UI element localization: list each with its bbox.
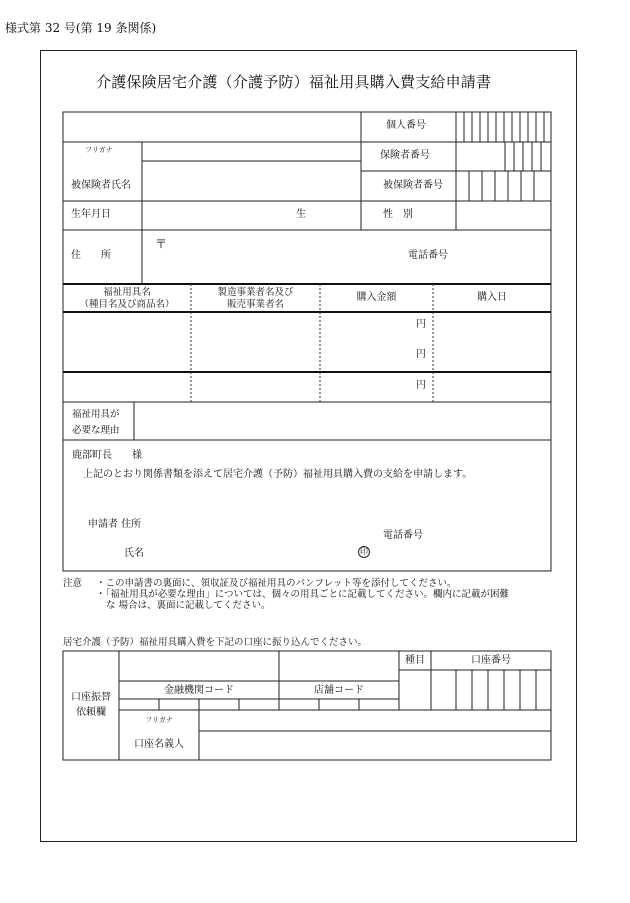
applicant-address-label: 申請者 住所	[88, 519, 142, 530]
insurer-number-label: 保険者番号	[380, 150, 430, 161]
sex-field[interactable]	[457, 202, 550, 229]
account-type-label: 種目	[405, 655, 425, 666]
form-title: 介護保険居宅介護（介護予防）福祉用具購入費支給申請書	[96, 73, 492, 91]
birthdate-suffix: 生	[296, 209, 306, 220]
note-line-3: な 場合は、裏面に記載してください。	[106, 600, 271, 611]
note-line-1: ・この申請書の裏面に、領収証及び福祉用具のパンフレット等を添付してください。	[96, 578, 457, 589]
account-holder-label: 口座名義人	[134, 739, 184, 750]
furigana-label: フリガナ	[85, 146, 113, 154]
account-number-label: 口座番号	[471, 655, 511, 666]
address-field[interactable]	[143, 231, 550, 283]
declaration-statement: 上記のとおり関係書類を添えて居宅介護（予防）福祉用具購入費の支給を申請します。	[83, 469, 473, 480]
personal-number-label: 個人番号	[386, 120, 426, 131]
sex-label: 性 別	[383, 209, 413, 220]
declaration-phone-label: 電話番号	[383, 530, 423, 541]
holder-furigana-field[interactable]	[200, 711, 550, 730]
form-number: 様式第 32 号(第 19 条関係)	[5, 21, 157, 35]
item-row-2[interactable]	[64, 342, 550, 371]
maker-seller-header: 製造事業者名及び 販売事業者名	[217, 287, 294, 310]
yen-unit: 円	[416, 319, 426, 330]
applicant-name-label: 氏名	[124, 548, 144, 559]
branch-code-label: 店舗コード	[314, 685, 364, 696]
furigana-field[interactable]	[143, 143, 360, 160]
purchase-date-header: 購入日	[477, 292, 507, 303]
birthdate-field[interactable]	[143, 202, 360, 229]
purchase-amount-header: 購入金額	[356, 292, 397, 303]
holder-furigana-label: フリガナ	[145, 716, 173, 724]
insured-number-label: 被保険者番号	[383, 180, 443, 191]
seal-mark: 印	[360, 547, 368, 556]
bank-section-label: 口座振替 依頼欄	[71, 692, 111, 718]
birthdate-label: 生年月日	[71, 209, 111, 220]
item-name-header: 福祉用具名 （種目名及び商品名）	[79, 287, 175, 310]
branch-name-field[interactable]	[280, 652, 398, 680]
item-row-1[interactable]	[64, 313, 550, 341]
note-line-2: ・「福祉用具が必要な理由」については、個々の用具ごとに記載してください。欄内に記載が困難	[96, 589, 510, 600]
insured-name-field[interactable]	[143, 162, 360, 200]
bank-code-label: 金融機関コード	[164, 685, 234, 696]
address-label: 住 所	[71, 250, 111, 261]
item-row-3[interactable]	[64, 373, 550, 401]
bank-name-field[interactable]	[120, 652, 278, 680]
postal-mark: 〒	[155, 237, 168, 251]
account-holder-field[interactable]	[200, 732, 550, 759]
bank-intro: 居宅介護（予防）福祉用具購入費を下記の口座に振り込んでください。	[63, 637, 368, 648]
reason-field[interactable]	[135, 403, 550, 439]
applicant-name-field[interactable]	[150, 543, 350, 561]
insured-name-label: 被保険者氏名	[71, 180, 131, 191]
phone-label: 電話番号	[408, 250, 448, 261]
reason-label: 福祉用具が 必要な理由	[72, 409, 120, 436]
yen-unit: 円	[416, 380, 426, 391]
applicant-address-field[interactable]	[150, 514, 370, 532]
notes-label: 注意	[63, 578, 83, 589]
yen-unit: 円	[416, 349, 426, 360]
addressee: 鹿部町長 様	[72, 450, 142, 461]
